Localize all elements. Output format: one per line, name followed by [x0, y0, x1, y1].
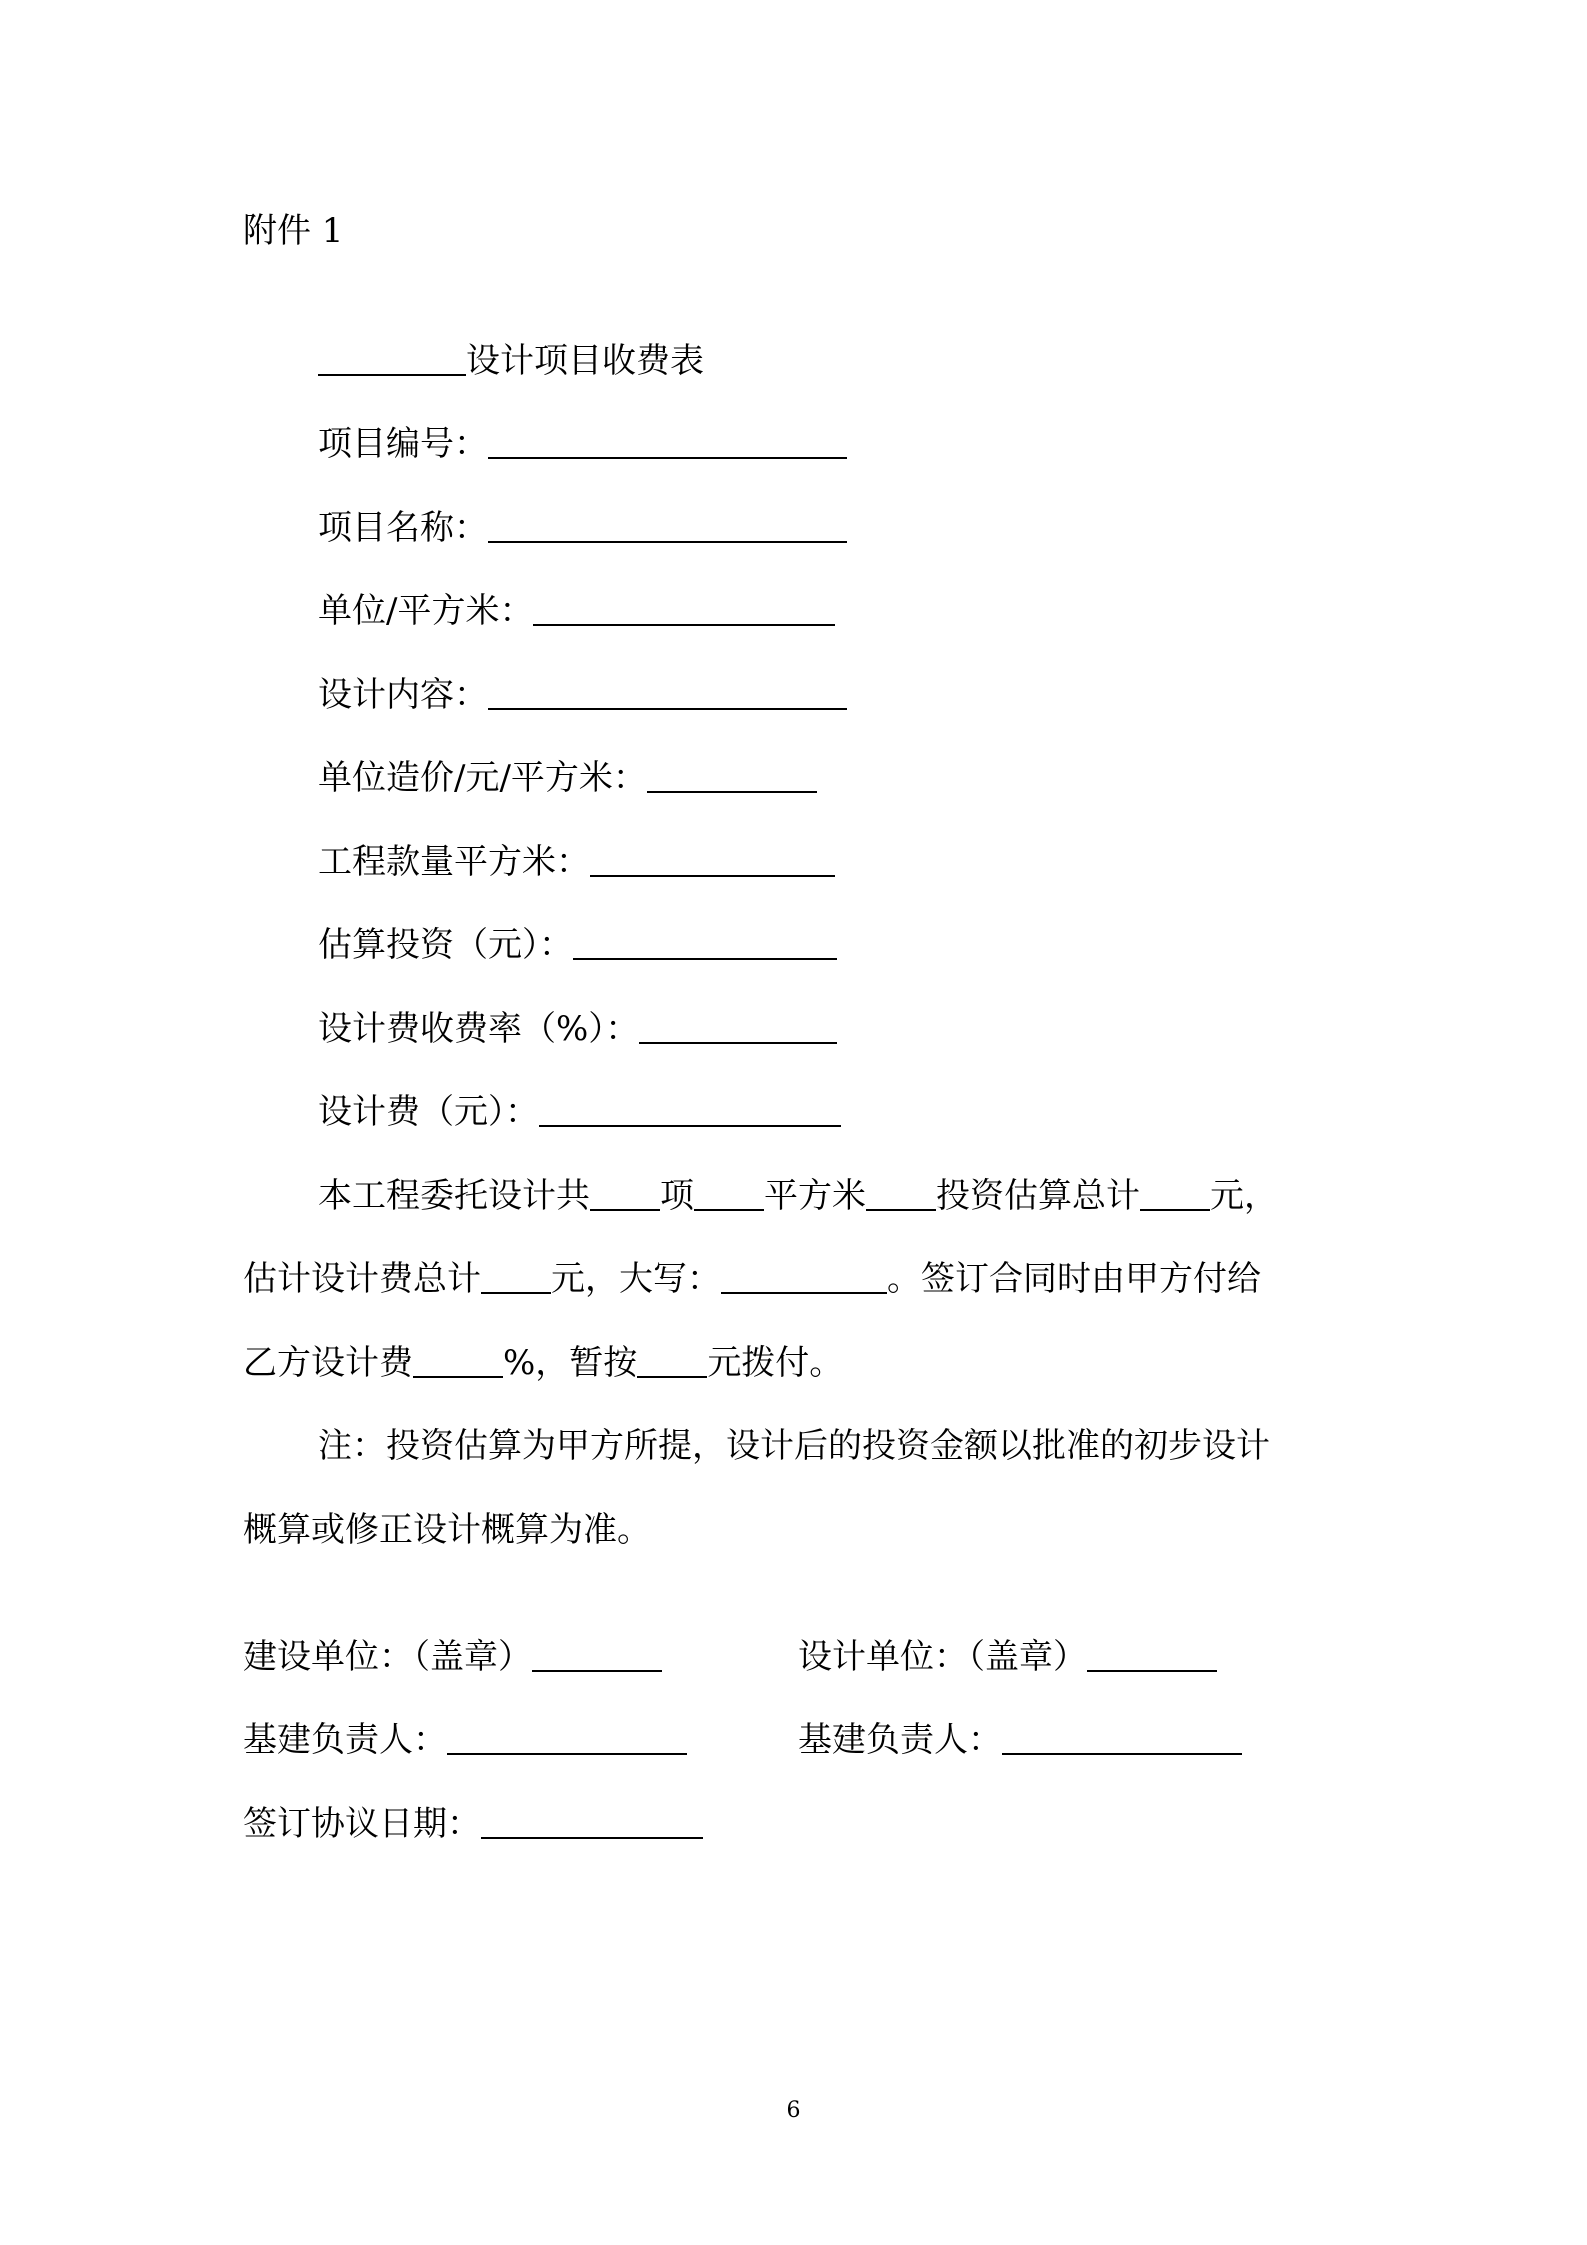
field-fee-rate	[318, 1009, 837, 1049]
text: %，暂按	[503, 1343, 638, 1383]
note-line-2: 概算或修正设计概算为准。	[243, 1510, 651, 1550]
build-person-right	[798, 1720, 1242, 1760]
text: 。签订合同时由甲方付给	[887, 1259, 1261, 1299]
field-blank[interactable]	[647, 761, 817, 793]
paragraph-line-1	[318, 1176, 1278, 1216]
blank-percent[interactable]	[413, 1346, 503, 1378]
field-blank[interactable]	[488, 678, 847, 710]
field-design-fee	[318, 1092, 841, 1132]
text: 元拨付。	[707, 1343, 844, 1383]
field-design-content	[318, 675, 847, 715]
form-title	[318, 341, 704, 381]
field-label: 项目编号：	[318, 424, 488, 464]
field-label: 设计费（元）：	[318, 1092, 539, 1132]
field-label: 项目名称：	[318, 508, 488, 548]
field-blank[interactable]	[573, 928, 837, 960]
sign-date	[243, 1804, 703, 1844]
field-label: 估算投资（元）：	[318, 925, 573, 965]
text: 投资估算总计	[936, 1176, 1140, 1216]
note-line-1: 注：投资估算为甲方所提，设计后的投资金额以批准的初步设计	[318, 1426, 1270, 1466]
field-label: 设计内容：	[318, 675, 488, 715]
field-label: 设计费收费率（%）：	[318, 1009, 640, 1049]
field-label: 单位造价/元/平方米：	[318, 758, 647, 798]
title-blank[interactable]	[318, 344, 466, 376]
blank-build-person-left[interactable]	[447, 1723, 687, 1755]
text: 元，大写：	[551, 1259, 721, 1299]
text: 基建负责人：	[798, 1720, 1002, 1760]
blank-total[interactable]	[1140, 1179, 1210, 1211]
field-project-number	[318, 424, 862, 464]
build-unit-seal	[243, 1637, 662, 1677]
design-unit-seal	[798, 1637, 1217, 1677]
text: 项	[660, 1176, 694, 1216]
field-blank[interactable]	[533, 594, 835, 626]
field-label: 单位/平方米：	[318, 591, 534, 631]
text: 本工程委托设计共	[318, 1176, 590, 1216]
title-text: 设计项目收费表	[466, 341, 704, 381]
text: 平方米	[764, 1176, 866, 1216]
field-blank[interactable]	[488, 427, 847, 459]
paragraph-line-3	[243, 1343, 843, 1383]
text: 估计设计费总计	[243, 1259, 481, 1299]
text: 基建负责人：	[243, 1720, 447, 1760]
field-unit-area	[318, 591, 835, 631]
text: 建设单位：（盖章）	[243, 1637, 532, 1677]
text: 设计单位：（盖章）	[798, 1637, 1087, 1677]
page-number: 6	[786, 2098, 801, 2123]
field-project-name	[318, 508, 847, 548]
field-blank[interactable]	[539, 1095, 841, 1127]
blank-fee-total[interactable]	[481, 1262, 551, 1294]
blank-area[interactable]	[694, 1179, 764, 1211]
blank-design-unit[interactable]	[1087, 1640, 1217, 1672]
blank-sign-date[interactable]	[481, 1807, 703, 1839]
field-unit-cost	[318, 758, 817, 798]
field-blank[interactable]	[488, 511, 847, 543]
field-blank[interactable]	[590, 845, 835, 877]
attachment-label: 附件 1	[243, 211, 344, 251]
paragraph-line-2	[243, 1259, 1261, 1299]
build-person-left	[243, 1720, 687, 1760]
blank-amount[interactable]	[637, 1346, 707, 1378]
field-estimated-investment	[318, 925, 837, 965]
blank-capital-amount[interactable]	[721, 1262, 887, 1294]
text: 签订协议日期：	[243, 1804, 481, 1844]
field-blank[interactable]	[639, 1012, 837, 1044]
blank-investment[interactable]	[866, 1179, 936, 1211]
field-quantity	[318, 842, 835, 882]
blank-build-unit[interactable]	[532, 1640, 662, 1672]
field-label: 工程款量平方米：	[318, 842, 590, 882]
blank-build-person-right[interactable]	[1002, 1723, 1242, 1755]
text: 乙方设计费	[243, 1343, 413, 1383]
text: 元，	[1210, 1176, 1278, 1216]
blank-items[interactable]	[590, 1179, 660, 1211]
